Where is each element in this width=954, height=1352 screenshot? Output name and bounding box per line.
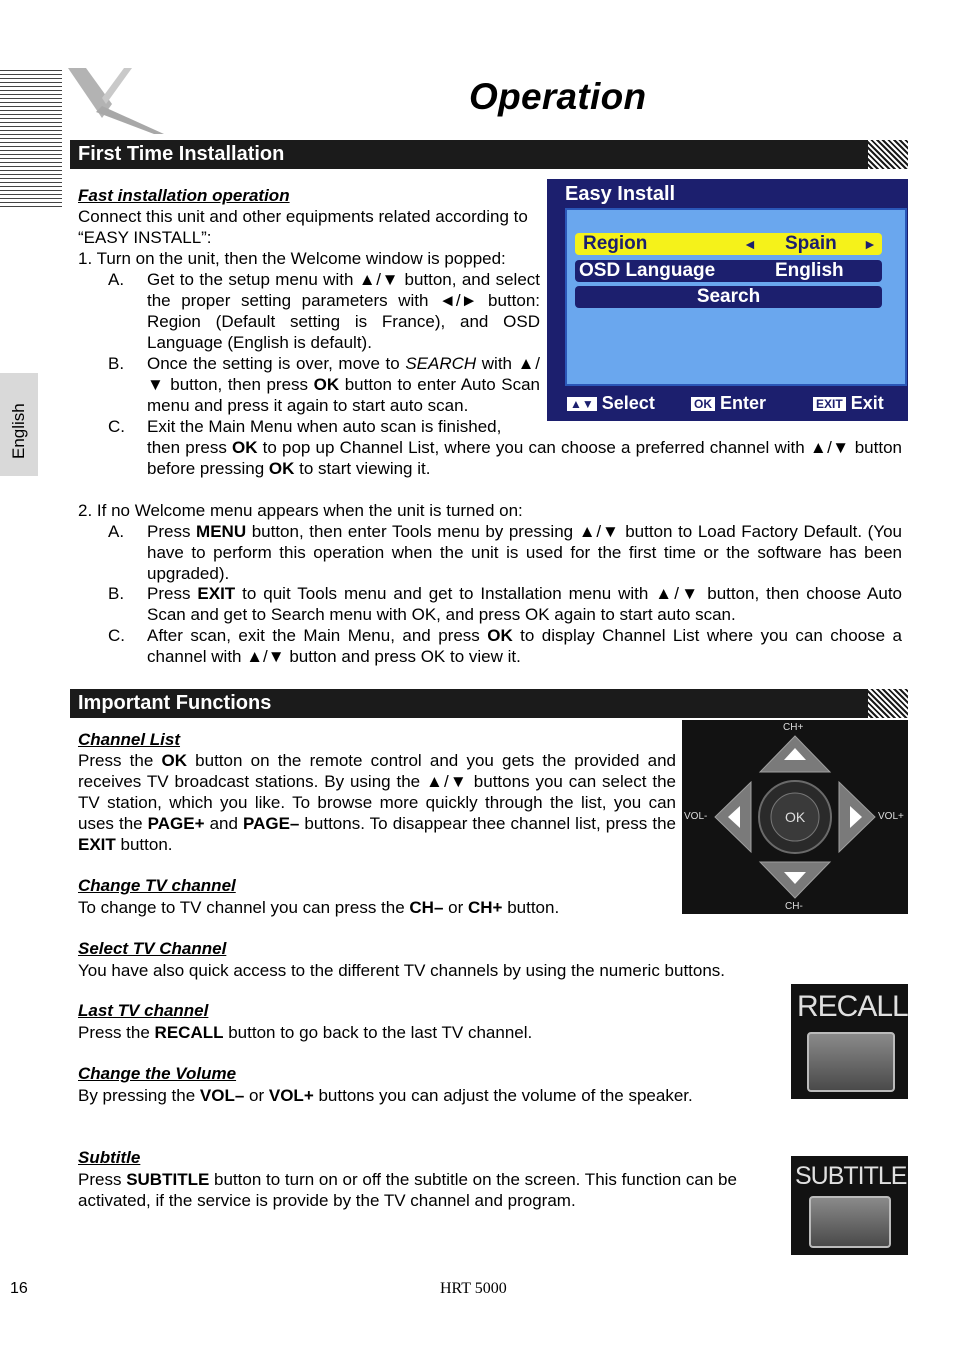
section-bar-important-functions — [70, 689, 908, 718]
step-1b-text: Once the setting is over, move to SEARCH with ▲/▼ button, then press OK button to enter Auto Scan menu and press it again to start auto scan. — [147, 354, 540, 415]
step-1c-line-1: Exit the Main Menu when auto scan is finished, — [147, 417, 502, 436]
brand-x-logo — [66, 66, 170, 136]
osd-region-value: Spain — [785, 233, 837, 254]
recall-button-image — [791, 984, 908, 1099]
subheading-subtitle: Subtitle — [78, 1148, 141, 1167]
ok-label: OK — [785, 809, 806, 825]
ch-minus-label: CH- — [785, 901, 803, 912]
select-channel-text: You have also quick access to the different TV channels by using the numeric buttons. — [78, 961, 726, 980]
change-channel-text: To change to TV channel you can press the CH– or CH+ button. — [78, 898, 560, 917]
step-2a-text: Press MENU button, then enter Tools menu by pressing ▲/▼ button to Load Factory Default. (You have to perform this operation when the unit is used for the first time or the software has been upgraded). — [147, 522, 902, 583]
subtitle-text: Press SUBTITLE button to turn on or off the subtitle on the screen. This function can be activated, if the service is provide by the TV channel and program. — [78, 1170, 737, 1210]
list-label-b: B. — [108, 354, 125, 373]
step-1c-text: then press OK to pop up Channel List, where you can choose a preferred channel with ▲/▼ button before pressing OK to start viewing it. — [147, 438, 902, 478]
subheading-change-channel: Change TV channel — [78, 876, 236, 895]
subheading-fast-install: Fast installation operation — [78, 186, 290, 205]
section-title: First Time Installation — [78, 143, 285, 165]
osd-language-label: OSD Language — [579, 260, 716, 281]
ch-plus-label: CH+ — [783, 722, 804, 733]
section-title: Important Functions — [78, 692, 272, 714]
model-name: HRT 5000 — [440, 1280, 507, 1297]
osd-footer-enter: Enter — [720, 393, 767, 413]
subheading-channel-list: Channel List — [78, 730, 181, 749]
osd-panel — [565, 208, 907, 386]
vol-minus-label: VOL- — [684, 811, 708, 822]
osd-language-value: English — [775, 260, 844, 281]
recall-label: RECALL — [797, 990, 908, 1023]
osd-search-label: Search — [696, 286, 761, 307]
list-label-c: C. — [108, 417, 125, 436]
section-bar-first-time — [70, 140, 908, 169]
recall-key-icon — [807, 1032, 895, 1092]
osd-footer-select: Select — [601, 393, 655, 413]
volume-text: By pressing the VOL– or VOL+ buttons you can adjust the volume of the speaker. — [78, 1086, 693, 1105]
side-stripes — [0, 70, 62, 210]
subtitle-button-image — [791, 1156, 908, 1255]
osd-ok-key: OK — [691, 397, 715, 411]
channel-list-paragraph: Press the OK button on the remote control and you gets the provided and receives TV broadcast stations. By using the ▲/▼ buttons you can select the TV station, which you like. To browse more quickly through the list, you can uses the PAGE+ and PAGE– buttons. To disappear thee channel list, press the EXIT button. — [78, 751, 676, 854]
osd-language-row — [575, 260, 882, 282]
step-1-text: 1. Turn on the unit, then the Welcome window is popped: — [78, 249, 506, 268]
osd-footer-exit: Exit — [850, 393, 884, 413]
osd-title: Easy Install — [565, 183, 676, 205]
osd-exit-key: EXIT — [813, 397, 846, 411]
page-title: Operation — [469, 76, 647, 117]
osd-search-row — [575, 286, 882, 308]
intro-text: Connect this unit and other equipments related according to “EASY INSTALL”: — [78, 207, 528, 247]
step-2b-text: Press EXIT to quit Tools menu and get to Installation menu with ▲/▼ button, then choose Auto Scan and get to Search menu with OK, and press OK again to start auto scan. — [147, 584, 902, 624]
right-arrow-icon: ► — [863, 236, 877, 252]
subtitle-key-icon — [809, 1196, 891, 1248]
subheading-last-channel: Last TV channel — [78, 1001, 209, 1020]
page-number: 16 — [10, 1280, 28, 1297]
list-label-c: C. — [108, 626, 125, 645]
osd-region-label: Region — [583, 233, 648, 254]
list-label-a: A. — [108, 270, 125, 289]
language-tab — [0, 373, 38, 476]
subheading-select-channel: Select TV Channel — [78, 939, 227, 958]
list-label-a: A. — [108, 522, 125, 541]
step-2-text: 2. If no Welcome menu appears when the unit is turned on: — [78, 501, 523, 520]
subheading-volume: Change the Volume — [78, 1064, 237, 1083]
subtitle-label: SUBTITLE — [795, 1162, 907, 1190]
step-1a-text: Get to the setup menu with ▲/▼ button, and select the proper setting parameters with ◄/► button: Region (Default setting is France), and OSD Language (English is default). — [147, 270, 540, 352]
vol-plus-label: VOL+ — [878, 811, 904, 822]
last-channel-text: Press the RECALL button to go back to the last TV channel. — [78, 1023, 533, 1042]
easy-install-screenshot — [547, 179, 908, 421]
language-tab-label: English — [9, 403, 28, 459]
step-2c-text: After scan, exit the Main Menu, and press OK to display Channel List where you can choose a channel with ▲/▼ button and press OK to view it. — [147, 626, 902, 666]
left-arrow-icon: ◄ — [743, 236, 757, 252]
intro-paragraph — [78, 206, 540, 269]
list-label-b: B. — [108, 584, 125, 603]
osd-footer — [547, 386, 908, 421]
remote-dpad-image — [682, 720, 908, 914]
osd-region-row — [575, 233, 882, 255]
up-down-key-icon: ▲▼ — [567, 397, 597, 411]
